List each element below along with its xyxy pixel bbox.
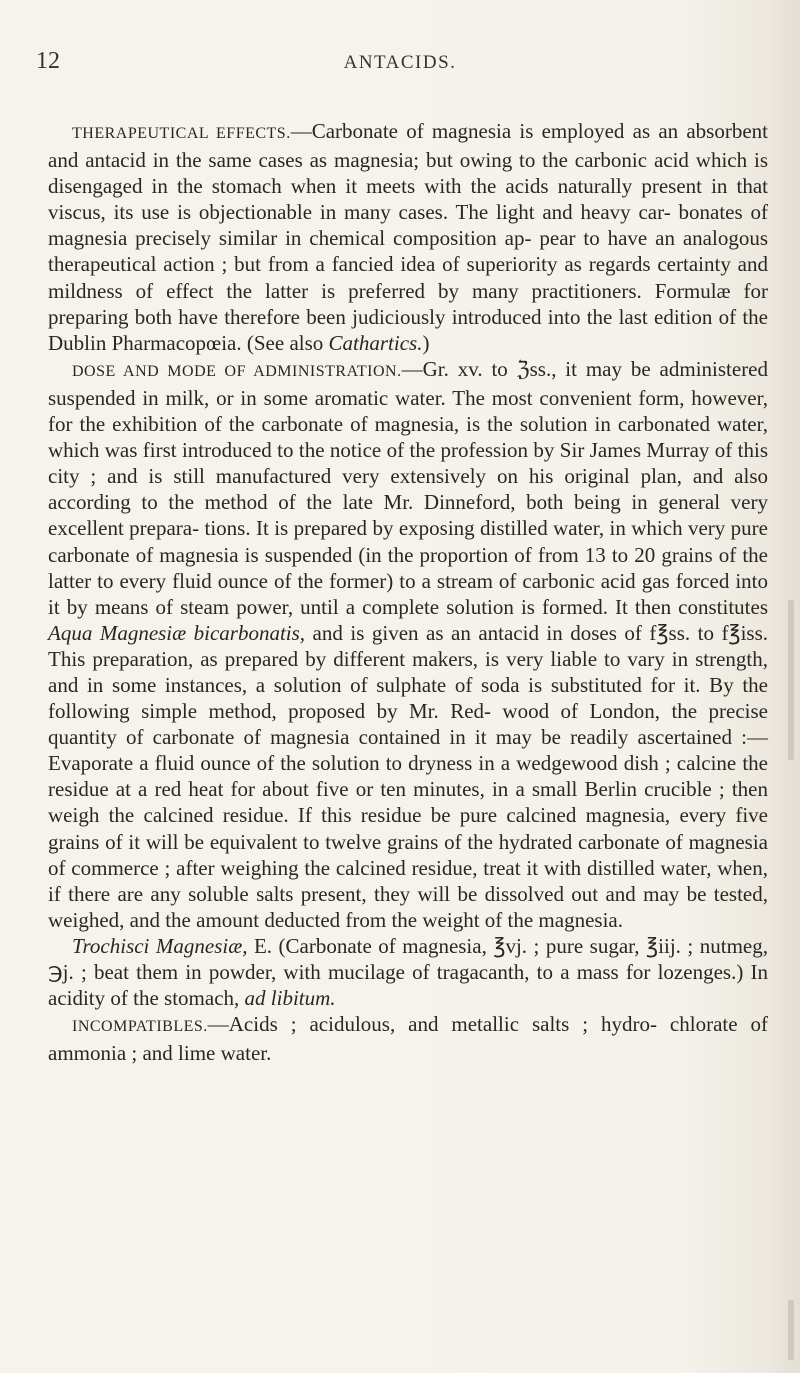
paragraph-therapeutical-effects [48, 118, 768, 356]
body-text [48, 118, 768, 1066]
paragraph-text: —Gr. xv. to ℨss., it may be administered suspended in milk, or in some aromatic water. The most convenient form, however, for the exhibition of the carbonate of magnesia, is the solution in carbonated water, which was first introduced to the notice of the profession by Sir James Murray of this city ; and is still manufactured very extensively on his original plan, and also according to the method of the late Mr. Dinneford, both being in general very excellent prepara- tions. It is prepared by exposing distilled water, in which very pure carbonate of magnesia is suspended (in the proportion of from 13 to 20 grains of the latter to every fluid ounce of the former) to a stream of carbonic acid gas forced into it by means of steam power, until a complete solution is formed. It then constitutes [48, 356, 769, 619]
paragraph-dose [48, 356, 768, 933]
section-heading: INCOMPATIBLES. [72, 1018, 208, 1036]
paragraph-text: E. (Carbonate of magnesia, ℥vj. ; pure sugar, ℥iij. ; nutmeg, ℈j. ; beat them in powder, with mucilage of tragacanth, to a mass for lozenges.) In acidity of the stomach, [48, 933, 768, 1011]
paragraph-trochisci [48, 933, 768, 1011]
page-edge-shadow [788, 1300, 794, 1360]
page-edge-shadow [788, 600, 794, 760]
section-heading: THERAPEUTICAL EFFECTS. [72, 125, 291, 142]
paragraph-text: —Acids ; acidulous, and metallic salts ; hydro- chlorate of ammonia ; and lime water. [48, 1012, 768, 1066]
page-number: 12 [36, 48, 60, 74]
paragraph-text: —Carbonate of magnesia is employed as an absorbent and antacid in the same cases as magnesia; but owing to the carbonic acid which is disengaged in the stomach when it meets with the acids naturally present in that viscus, its use is objectionable in many cases. The light and heavy car- bonates of magnesia precisely similar in chemical composition ap- pear to have an analogous therapeutical action ; but from a fancied idea of superiority as regards certainty and mildness of effect the latter is preferred by many practitioners. Formulæ for preparing both have therefore been judiciously introduced into the last edition of the Dublin Pharmacopœia. (See also [48, 119, 768, 355]
latin-phrase: ad libitum. [244, 986, 336, 1011]
paragraph-incompatibles [48, 1011, 768, 1066]
cross-reference: Cathartics. [328, 330, 423, 355]
section-heading: DOSE AND MODE OF ADMINISTRATION. [72, 362, 402, 380]
page-header [36, 48, 764, 88]
closing-paren: ) [422, 330, 430, 355]
paragraph-text: and is given as an antacid in doses of f℥ss. to f℥iss. This preparation, as prepared by different makers, is very liable to vary in strength, and in some instances, a solution of sulphate of soda is substituted for it. By the following simple method, proposed by Mr. Red- wood of London, the precise quantity of carbonate of magnesia contained in it may be readily ascertained :—Evaporate a fluid ounce of the solution to dryness in a wedgewood dish ; calcine the residue at a red heat for about five or ten minutes, in a small Berlin crucible ; then weigh the calcined residue. If this residue be pure calcined magnesia, every five grains of it will be equivalent to twelve grains of the hydrated carbonate of magnesia of commerce ; after weighing the calcined residue, treat it with distilled water, when, if there are any soluble salts present, they will be dissolved out and may be tested, weighed, and the amount deducted from the weight of the magnesia. [48, 620, 768, 932]
latin-name: Aqua Magnesiæ bicarbonatis, [48, 620, 306, 645]
running-head: ANTACIDS. [343, 52, 457, 73]
latin-name: Trochisci Magnesiæ, [72, 933, 248, 958]
